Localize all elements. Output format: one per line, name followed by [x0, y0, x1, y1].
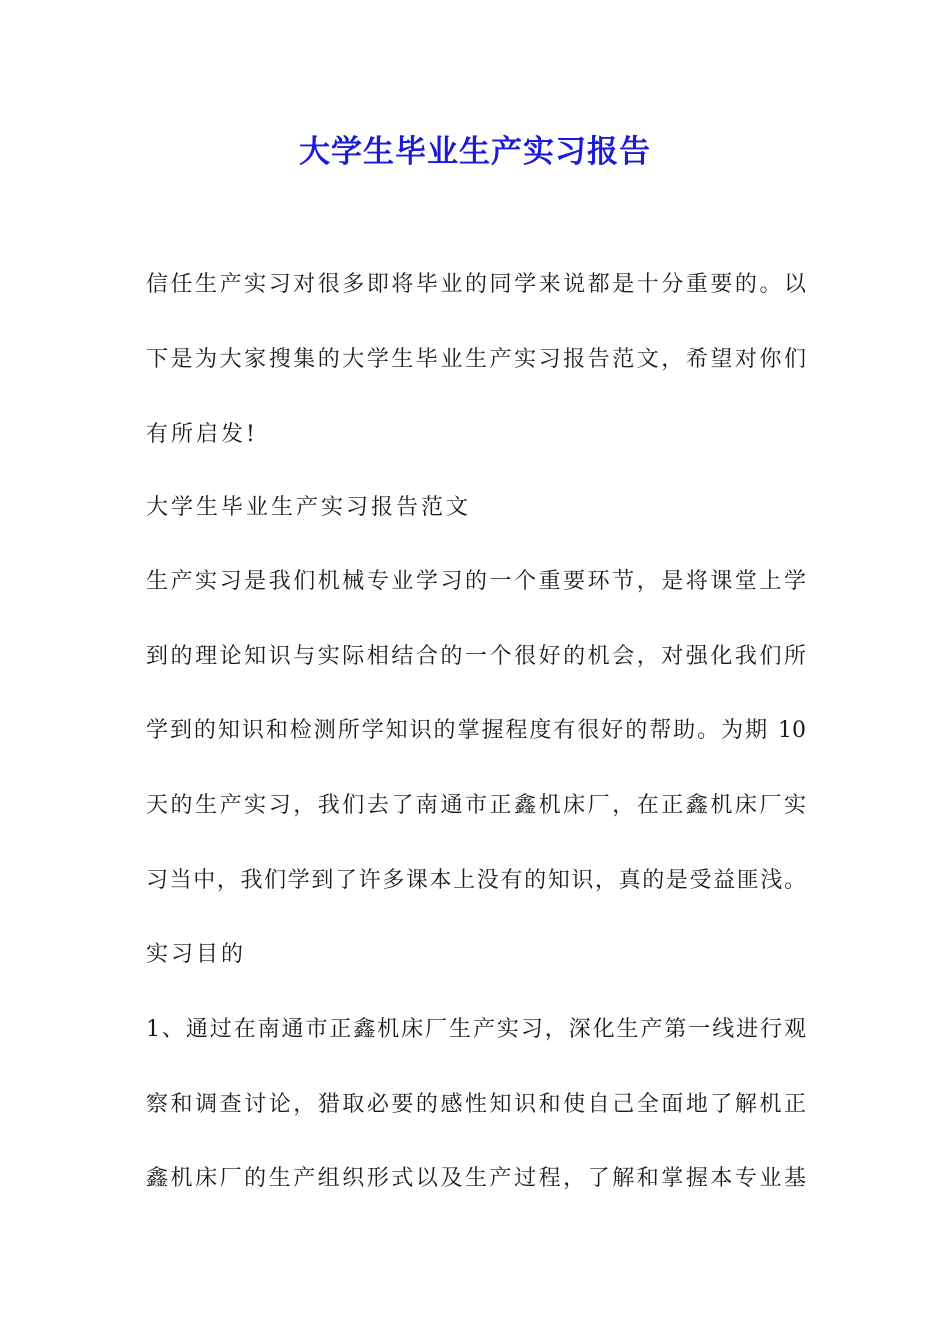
document-title: 大学生毕业生产实习报告 — [299, 134, 651, 170]
paragraph-line: 下是为大家搜集的大学生毕业生产实习报告范文，希望对你们 — [146, 347, 806, 372]
paragraph-line: 生产实习是我们机械专业学习的一个重要环节，是将课堂上学 — [146, 569, 806, 594]
paragraph-line: 学到的知识和检测所学知识的掌握程度有很好的帮助。为期 10 — [146, 718, 806, 743]
paragraph-line: 习当中，我们学到了许多课本上没有的知识，真的是受益匪浅。 — [146, 868, 806, 893]
paragraph-line: 鑫机床厂的生产组织形式以及生产过程，了解和掌握本专业基 — [146, 1166, 806, 1191]
paragraph-line: 到的理论知识与实际相结合的一个很好的机会，对强化我们所 — [146, 644, 806, 669]
paragraph-line: 1、通过在南通市正鑫机床厂生产实习，深化生产第一线进行观 — [146, 1017, 806, 1042]
section-heading: 实习目的 — [146, 942, 247, 967]
paragraph-line: 天的生产实习，我们去了南通市正鑫机床厂，在正鑫机床厂实 — [146, 793, 806, 818]
paragraph-line: 有所启发! — [146, 422, 258, 447]
paragraph-line: 察和调查讨论，猎取必要的感性知识和使自己全面地了解机正 — [146, 1092, 806, 1117]
section-heading: 大学生毕业生产实习报告范文 — [146, 495, 472, 520]
paragraph-line: 信任生产实习对很多即将毕业的同学来说都是十分重要的。以 — [146, 272, 806, 297]
